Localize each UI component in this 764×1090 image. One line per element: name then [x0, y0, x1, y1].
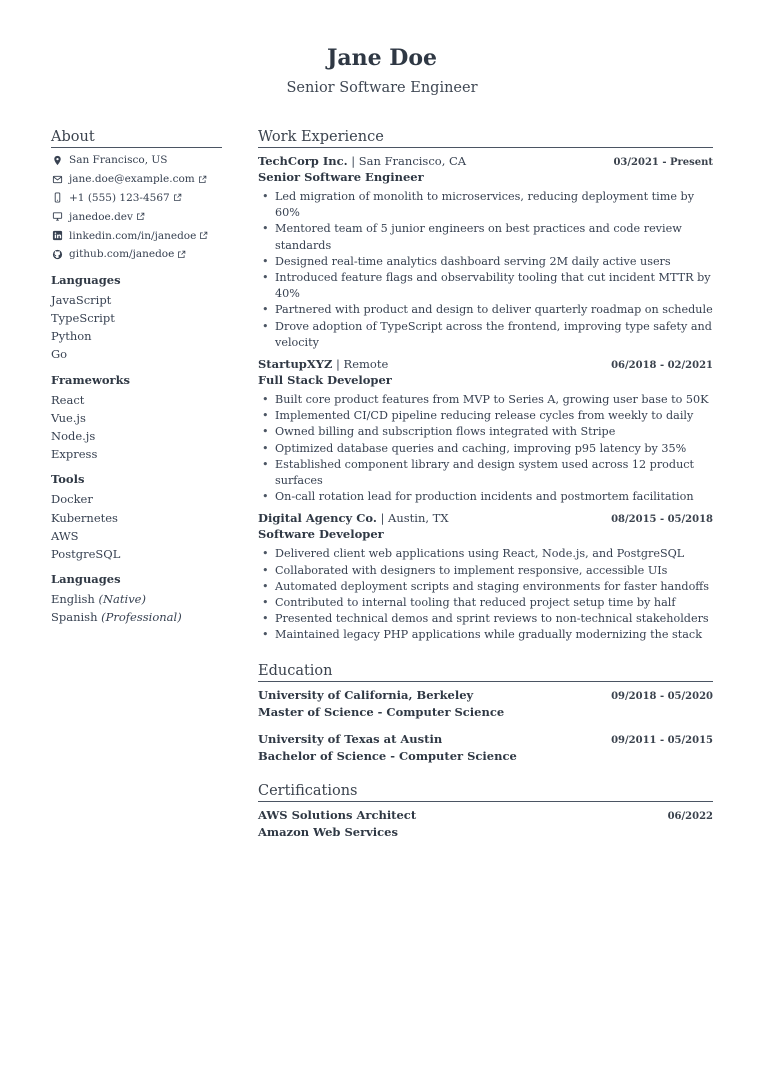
job-bullet: • Designed real-time analytics dashboard serving 2M daily active users	[275, 254, 713, 270]
job-role: Full Stack Developer	[258, 373, 392, 388]
job-bullet: • Maintained legacy PHP applications while gradually modernizing the stack	[275, 627, 713, 643]
education-section	[258, 662, 713, 764]
spoken-language-item	[51, 590, 222, 608]
contact-phone-text[interactable]: +1 (555) 123-4567	[69, 191, 170, 204]
job-bullet: • Optimized database queries and caching, improving p95 latency by 35%	[275, 441, 713, 457]
languages-skills-group	[51, 272, 222, 364]
job-dates: 03/2021 - Present	[613, 157, 713, 168]
job-role: Software Developer	[258, 527, 384, 542]
education-header	[258, 687, 713, 703]
contact-github[interactable]	[51, 245, 222, 264]
certifications-section	[258, 782, 713, 840]
external-link-icon[interactable]	[173, 193, 182, 202]
job-bullet: • Contributed to internal tooling that reduced project setup time by half	[275, 595, 713, 611]
skill-item: Docker	[51, 492, 93, 507]
job-entry	[258, 356, 713, 505]
skill-item: Node.js	[51, 429, 96, 443]
monitor-icon	[51, 211, 63, 223]
education-school: University of Texas at Austin	[258, 731, 443, 746]
job-bullet: • Drove adoption of TypeScript across the frontend, improving type safety and velocity	[275, 319, 713, 351]
contact-website[interactable]	[51, 207, 222, 226]
job-location: | Remote	[332, 357, 389, 372]
job-bullet: • Collaborated with designers to implement responsive, accessible UIs	[275, 563, 713, 579]
skill-item: AWS	[51, 528, 79, 543]
frameworks-group	[51, 372, 222, 464]
job-bullet: • Automated deployment scripts and staging environments for faster handoffs	[275, 579, 713, 595]
contact-list	[51, 151, 222, 264]
job-bullet: • Implemented CI/CD pipeline reducing release cycles from weekly to daily	[275, 408, 713, 424]
tools-title: Tools	[51, 472, 85, 487]
linkedin-icon	[51, 230, 63, 242]
education-degree: Master of Science - Computer Science	[258, 704, 505, 719]
work-experience-heading: Work Experience	[258, 128, 713, 148]
external-link-icon[interactable]	[136, 212, 145, 221]
contact-email-text[interactable]: jane.doe@example.com	[69, 173, 195, 186]
skill-item: Go	[51, 347, 68, 362]
language-name: Spanish	[51, 610, 98, 625]
contact-phone[interactable]	[51, 189, 222, 208]
languages-skills-title: Languages	[51, 272, 121, 287]
skill-item: Express	[51, 447, 98, 462]
education-header	[258, 731, 713, 747]
education-heading: Education	[258, 662, 713, 682]
about-heading: About	[51, 128, 222, 148]
certifications-heading: Certifications	[258, 782, 713, 802]
skill-item: Kubernetes	[51, 510, 118, 525]
education-entry	[258, 731, 713, 764]
skill-item: PostgreSQL	[51, 547, 121, 562]
job-bullet: • Presented technical demos and sprint reviews to non-technical stakeholders	[275, 611, 713, 627]
job-bullets	[258, 189, 713, 351]
spoken-languages-group	[51, 571, 222, 626]
sidebar	[51, 128, 222, 627]
contact-location-text: San Francisco, US	[69, 154, 168, 167]
skill-item: Vue.js	[51, 410, 86, 425]
spoken-language-item	[51, 608, 222, 626]
job-dates: 06/2018 - 02/2021	[611, 360, 713, 372]
language-name: English	[51, 592, 95, 607]
resume-header	[0, 43, 764, 98]
external-link-icon[interactable]	[177, 250, 186, 259]
contact-website-text[interactable]: janedoe.dev	[69, 210, 133, 223]
job-dates: 08/2015 - 05/2018	[611, 514, 713, 526]
job-header	[258, 153, 713, 169]
envelope-icon	[51, 173, 63, 185]
job-company: TechCorp Inc.	[258, 154, 348, 168]
external-link-icon[interactable]	[198, 175, 207, 184]
job-company-line	[258, 356, 388, 372]
location-pin-icon	[51, 154, 63, 166]
tools-group	[51, 471, 222, 563]
skill-item: JavaScript	[51, 292, 112, 307]
job-bullet: • Built core product features from MVP to Series A, growing user base to 50K	[275, 392, 713, 408]
contact-linkedin-text[interactable]: linkedin.com/in/janedoe	[69, 229, 197, 242]
job-location: | Austin, TX	[376, 511, 449, 526]
job-bullets	[258, 546, 713, 643]
job-company-line	[258, 510, 449, 526]
skill-item: TypeScript	[51, 310, 115, 325]
job-bullet: • On-call rotation lead for production incidents and postmortem facilitation	[275, 489, 713, 505]
job-header	[258, 510, 713, 526]
certification-name: AWS Solutions Architect	[258, 807, 417, 822]
certification-header	[258, 807, 713, 823]
frameworks-title: Frameworks	[51, 372, 131, 387]
candidate-name: Jane Doe	[326, 45, 438, 71]
phone-icon	[51, 192, 63, 204]
job-bullet: • Mentored team of 5 junior engineers on best practices and code review standards	[275, 221, 713, 253]
language-level: (Native)	[98, 592, 146, 607]
contact-email[interactable]	[51, 170, 222, 189]
job-location: | San Francisco, CA	[347, 154, 467, 168]
certification-issuer: Amazon Web Services	[258, 824, 398, 839]
job-entry	[258, 153, 713, 351]
education-school: University of California, Berkeley	[258, 687, 474, 702]
certification-entry	[258, 807, 713, 840]
main-column	[258, 128, 713, 840]
candidate-title: Senior Software Engineer	[286, 80, 478, 96]
certification-date: 06/2022	[667, 810, 713, 822]
education-dates: 09/2018 - 05/2020	[611, 690, 713, 702]
job-bullets	[258, 392, 713, 505]
job-bullet: • Led migration of monolith to microservices, reducing deployment time by 60%	[275, 189, 713, 221]
contact-location	[51, 151, 222, 170]
job-bullet: • Introduced feature flags and observability tooling that cut incident MTTR by 40%	[275, 270, 713, 302]
github-icon	[51, 248, 63, 260]
job-company: StartupXYZ	[258, 357, 333, 372]
job-company-line	[258, 153, 466, 169]
contact-linkedin[interactable]	[51, 226, 222, 245]
contact-github-text[interactable]: github.com/janedoe	[69, 248, 175, 261]
job-bullet: • Owned billing and subscription flows integrated with Stripe	[275, 424, 713, 440]
job-bullet: • Delivered client web applications using React, Node.js, and PostgreSQL	[275, 546, 713, 562]
job-role: Senior Software Engineer	[258, 170, 424, 184]
job-bullet: • Partnered with product and design to deliver quarterly roadmap on schedule	[275, 302, 713, 318]
skill-item: React	[51, 392, 85, 407]
skill-item: Python	[51, 329, 92, 344]
job-bullet: • Established component library and design system used across 12 product surfaces	[275, 457, 713, 489]
language-level: (Professional)	[101, 610, 182, 625]
spoken-languages-title: Languages	[51, 572, 121, 587]
education-dates: 09/2011 - 05/2015	[611, 734, 713, 746]
external-link-icon[interactable]	[199, 231, 208, 240]
job-entry	[258, 510, 713, 643]
education-entry	[258, 687, 713, 720]
education-degree: Bachelor of Science - Computer Science	[258, 748, 517, 763]
job-company: Digital Agency Co.	[258, 511, 377, 526]
job-header	[258, 356, 713, 372]
